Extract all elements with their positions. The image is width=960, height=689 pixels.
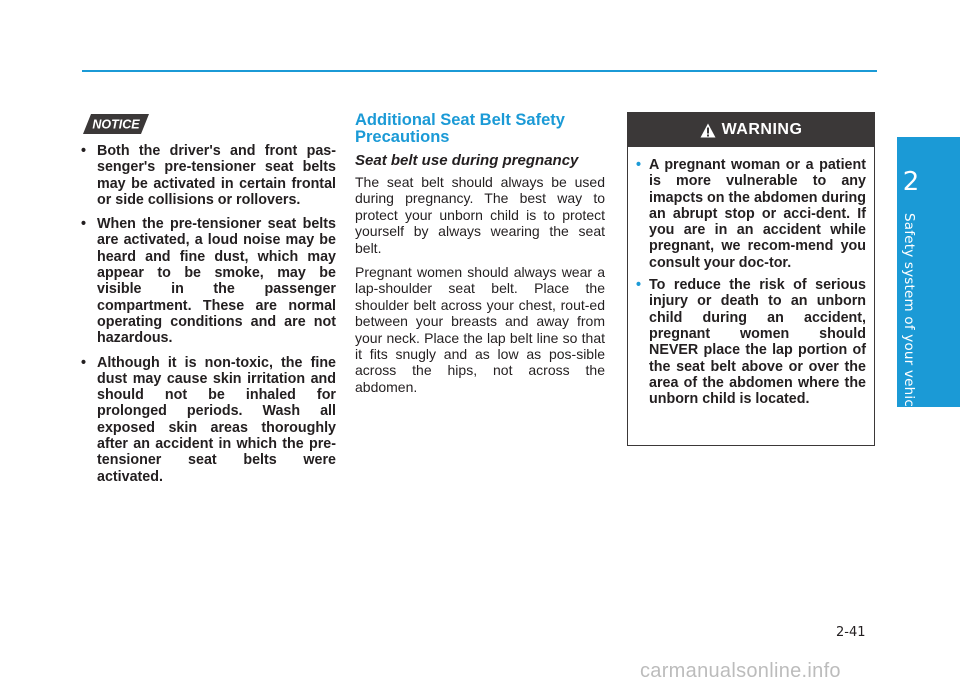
watermark: carmanualsonline.info <box>640 660 841 682</box>
notice-item: • Both the driver's and front pas-senger's pre-tensioner seat belts may be activated in certain frontal or side collisions or rollovers. <box>78 143 336 208</box>
notice-badge <box>83 114 149 134</box>
warning-item: • To reduce the risk of serious injury or death to an unborn child during an accident, pregnant women should NEVER place the lap portion of the seat belt above or over the area of the abdomen where the unborn child is located. <box>636 277 866 407</box>
section-title: Additional Seat Belt Safety Precautions <box>355 111 565 146</box>
warning-header <box>628 113 874 147</box>
notice-item: • When the pre-tensioner seat belts are activated, a loud noise may be heard and fine dust, which may appear to be smoke, may be visible in the passenger compartment. These are normal operating conditions and are not hazardous. <box>78 216 336 346</box>
warning-body <box>628 147 874 407</box>
notice-content <box>78 143 336 493</box>
header-rule <box>82 70 877 72</box>
warning-item: • A pregnant woman or a patient is more vulnerable to any imapcts on the abdomen during an abrupt stop or acci-dent. If you are in an accident while pregnant, we recom-mend you consult your doc-tor. <box>636 157 866 271</box>
warning-box <box>627 112 875 446</box>
page-number: 2-41 <box>836 625 866 640</box>
chapter-number: 2 <box>902 167 920 197</box>
warning-triangle-icon <box>700 123 716 138</box>
body-paragraph: Pregnant women should always wear a lap-shoulder seat belt. Place the shoulder belt across your chest, rout-ed between your breasts and away from your neck. Place the lap belt line so that it fits snugly and as low as pos-sible across the hips, not across the abdomen. <box>355 264 605 395</box>
warning-label: WARNING <box>721 121 803 138</box>
section-subtitle: Seat belt use during pregnancy <box>355 152 579 169</box>
body-paragraph: The seat belt should always be used during pregnancy. The best way to protect your unborn child is to protect yourself by always wearing the seat belt. <box>355 174 605 256</box>
chapter-title: Safety system of your vehicle <box>901 213 917 420</box>
notice-label: NOTICE <box>92 117 140 132</box>
chapter-tab <box>897 137 960 420</box>
notice-item: • Although it is non-toxic, the fine dust may cause skin irritation and should not be inhaled for prolonged periods. Wash all exposed skin areas thoroughly after an accident in which the pre-tensioner seat belts were activated. <box>78 355 336 485</box>
section-body <box>355 174 605 403</box>
